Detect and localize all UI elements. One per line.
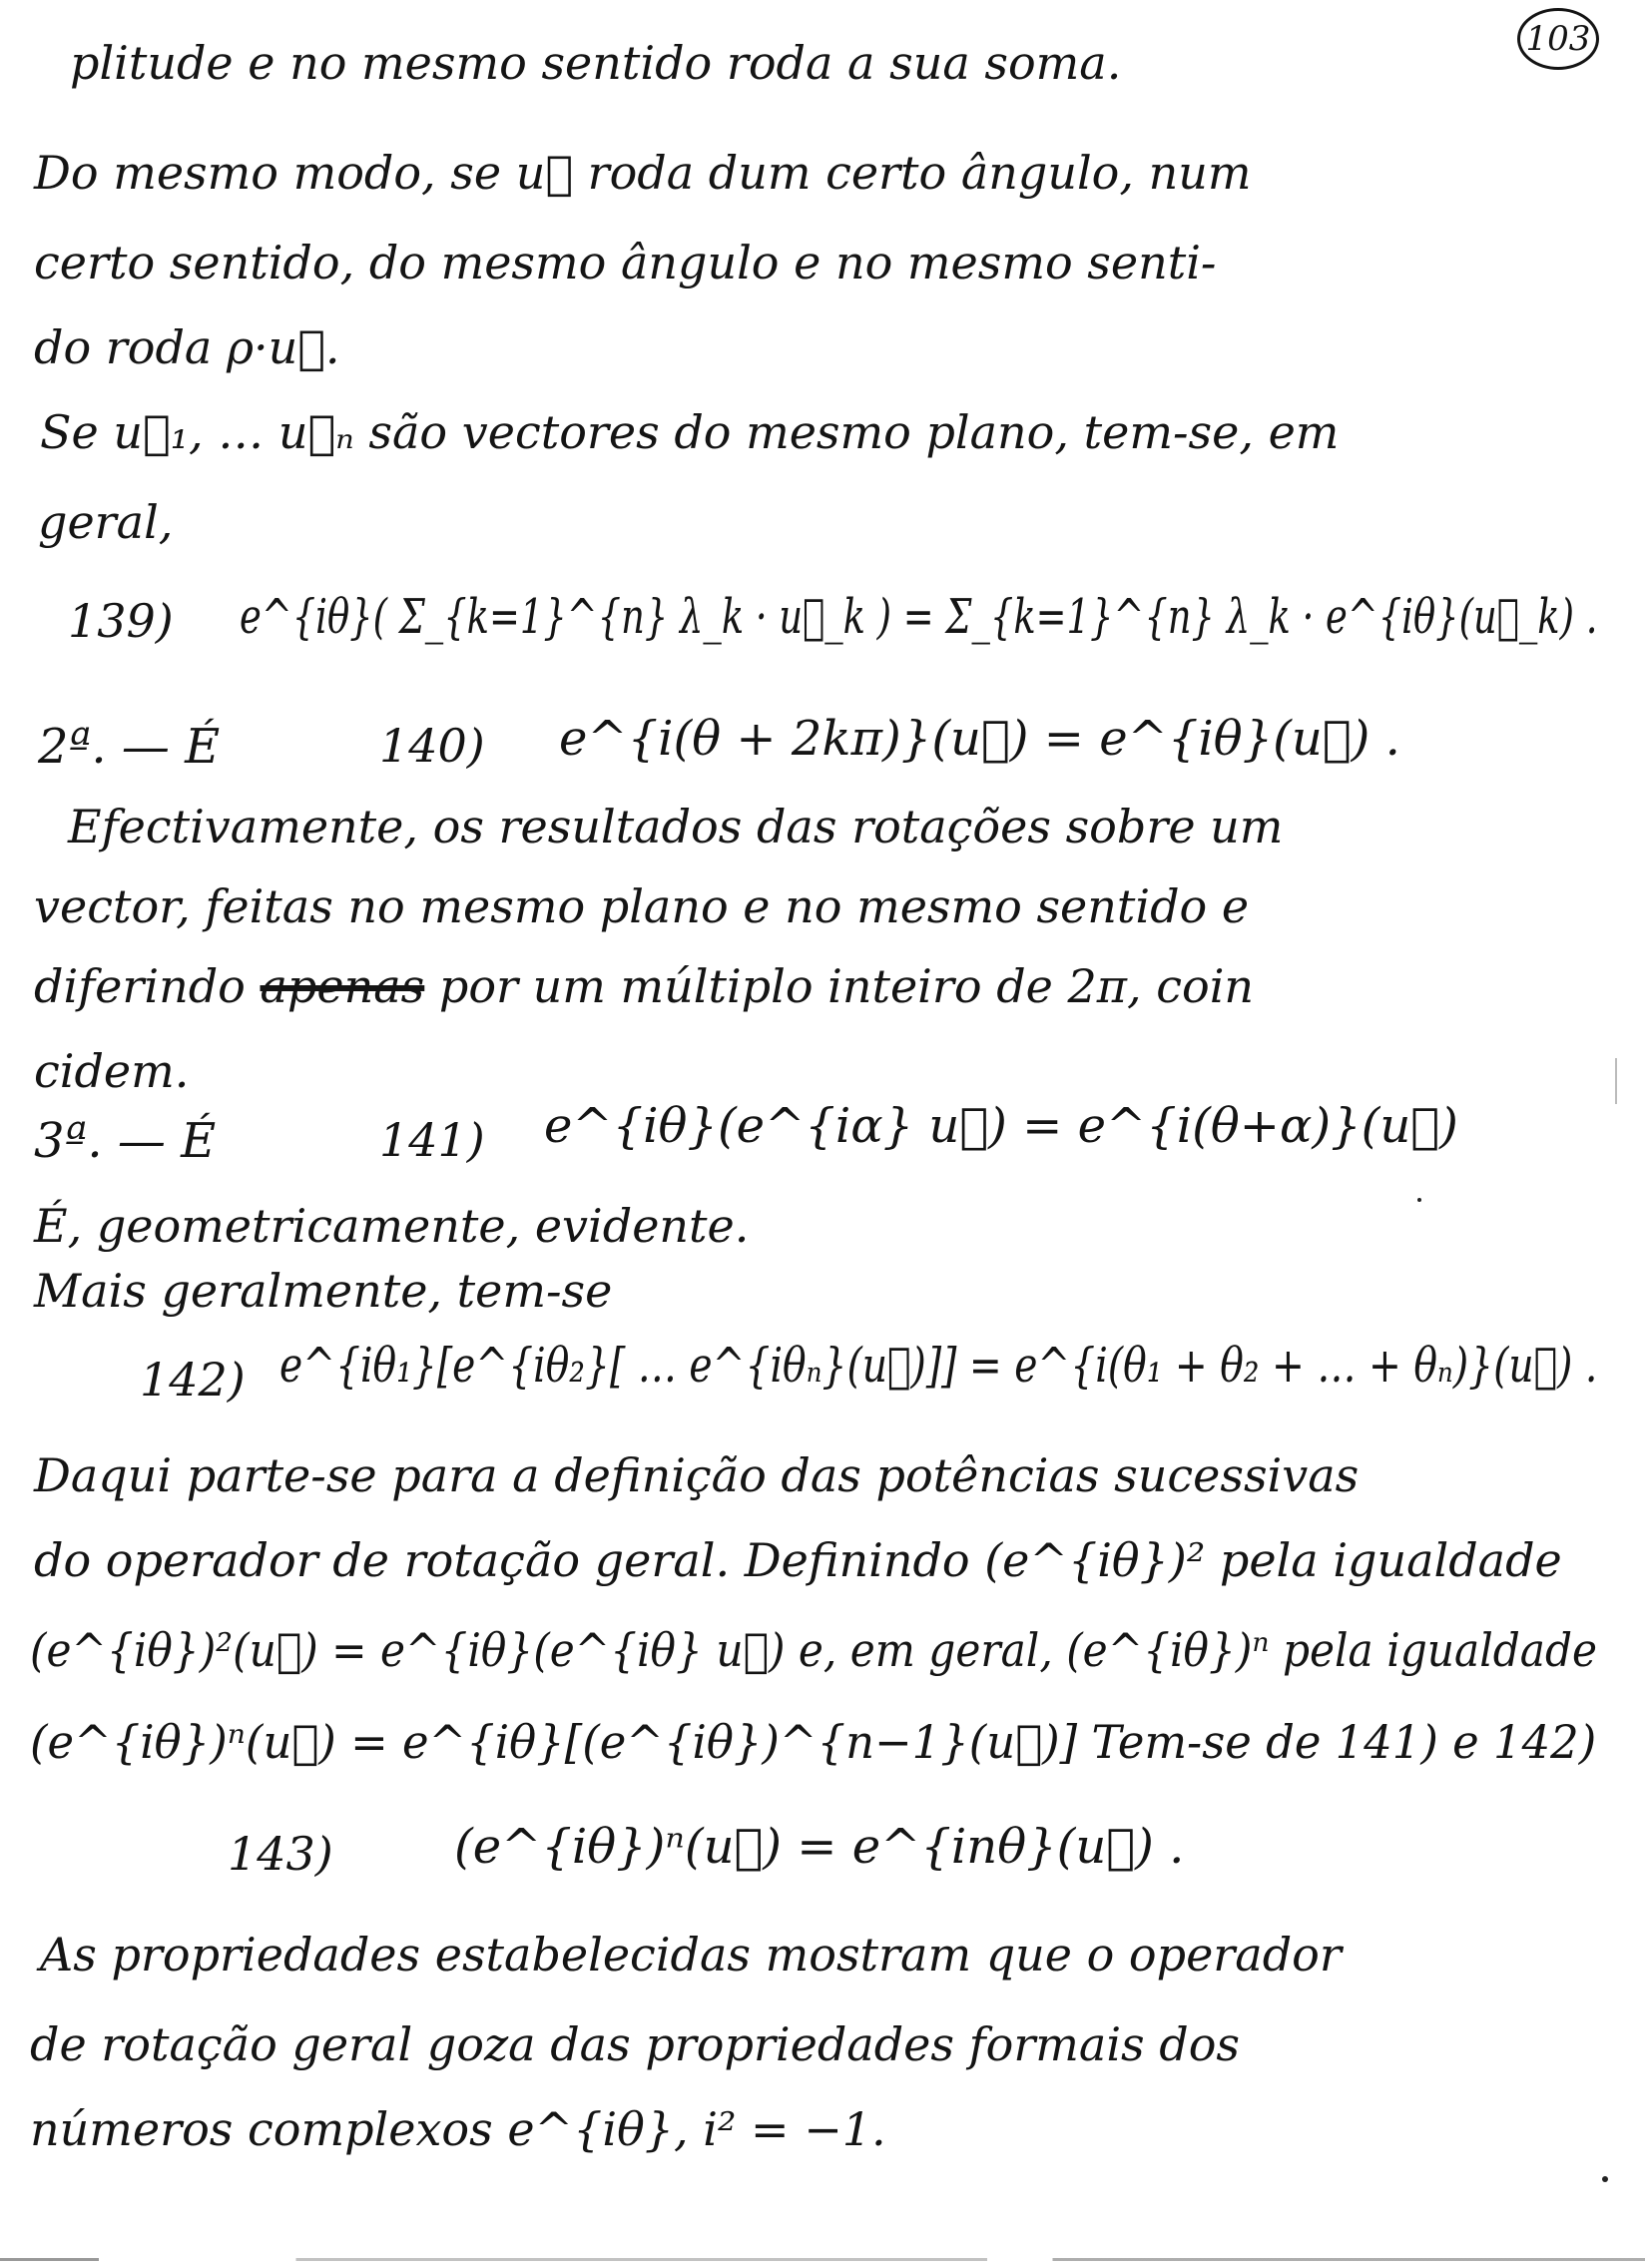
text-line: Se u⃗₁, … u⃗ₙ são vectores do mesmo plano, tem-se, em [40, 405, 1340, 459]
text-line: Mais geralmente, tem-se [34, 1264, 613, 1318]
equation-142: e^{iθ₁}[e^{iθ₂}[ … e^{iθₙ}(u⃗)]] = e^{i(θ₁ + θ₂ + … + θₙ)}(u⃗) . [279, 1338, 1598, 1394]
text-line: Efectivamente, os resultados das rotações sobre um [68, 800, 1284, 853]
equation-label: 141) [379, 1113, 485, 1167]
text-line: É, geometricamente, evidente. [34, 1199, 750, 1253]
text-line: Daqui parte-se para a definição das potências sucessivas [34, 1448, 1360, 1502]
equation-label: 139) [68, 594, 174, 648]
text-line: geral, [38, 495, 174, 549]
equation-143: (e^{iθ})ⁿ(u⃗) = e^{inθ}(u⃗) . [454, 1819, 1185, 1875]
text-line: cidem. [34, 1044, 190, 1098]
text-line: do operador de rotação geral. Definindo (e^{iθ})² pela igualdade [34, 1533, 1562, 1587]
text-line: vector, feitas no mesmo plano e no mesmo sentido e [34, 879, 1250, 933]
text-line: de rotação geral goza das propriedades formais dos [30, 2017, 1241, 2071]
item-label-2: 2ª. — É [38, 719, 221, 775]
text-line: números complexos e^{iθ}, i² = −1. [30, 2102, 886, 2156]
equation-140: e^{i(θ + 2kπ)}(u⃗) = e^{iθ}(u⃗) . [559, 711, 1400, 767]
equation-141: e^{iθ}(e^{iα} u⃗) = e^{i(θ+α)}(u⃗) [544, 1098, 1458, 1154]
text-fragment: por um múltiplo inteiro de 2π, coin [438, 959, 1255, 1013]
text-line: Do mesmo modo, se u⃗ roda dum certo ângulo, num [34, 146, 1252, 200]
struck-word: apenas [260, 959, 425, 1013]
equation-139: e^{iθ}( Σ_{k=1}^{n} λ_k · u⃗_k ) = Σ_{k=1}^{n} λ_k · e^{iθ}(u⃗_k) . [240, 589, 1598, 645]
scan-margin-mark [1615, 1058, 1617, 1104]
item-label-3: 3ª. — É [34, 1113, 217, 1169]
text-line: do roda ρ·u⃗. [34, 320, 340, 374]
scan-bottom-edge [0, 2258, 1645, 2261]
equation-label: 142) [140, 1353, 246, 1407]
page-number: 103 [1517, 8, 1599, 70]
text-line: certo sentido, do mesmo ângulo e no mesmo senti- [34, 236, 1217, 289]
equation-label: 143) [228, 1827, 333, 1881]
scan-speck [1602, 2176, 1608, 2182]
text-line [34, 959, 1255, 1013]
text-line: As propriedades estabelecidas mostram que o operador [40, 1928, 1342, 1982]
text-line: (e^{iθ})²(u⃗) = e^{iθ}(e^{iθ} u⃗) e, em geral, (e^{iθ})ⁿ pela igualdade [30, 1623, 1598, 1677]
text-fragment: diferindo [34, 959, 246, 1013]
equation-label: 140) [379, 719, 485, 773]
scan-speck [1417, 1198, 1421, 1202]
text-line: (e^{iθ})ⁿ(u⃗) = e^{iθ}[(e^{iθ})^{n−1}(u⃗)] Tem-se de 141) e 142) [30, 1715, 1597, 1769]
text-line: plitude e no mesmo sentido roda a sua soma. [70, 36, 1122, 90]
